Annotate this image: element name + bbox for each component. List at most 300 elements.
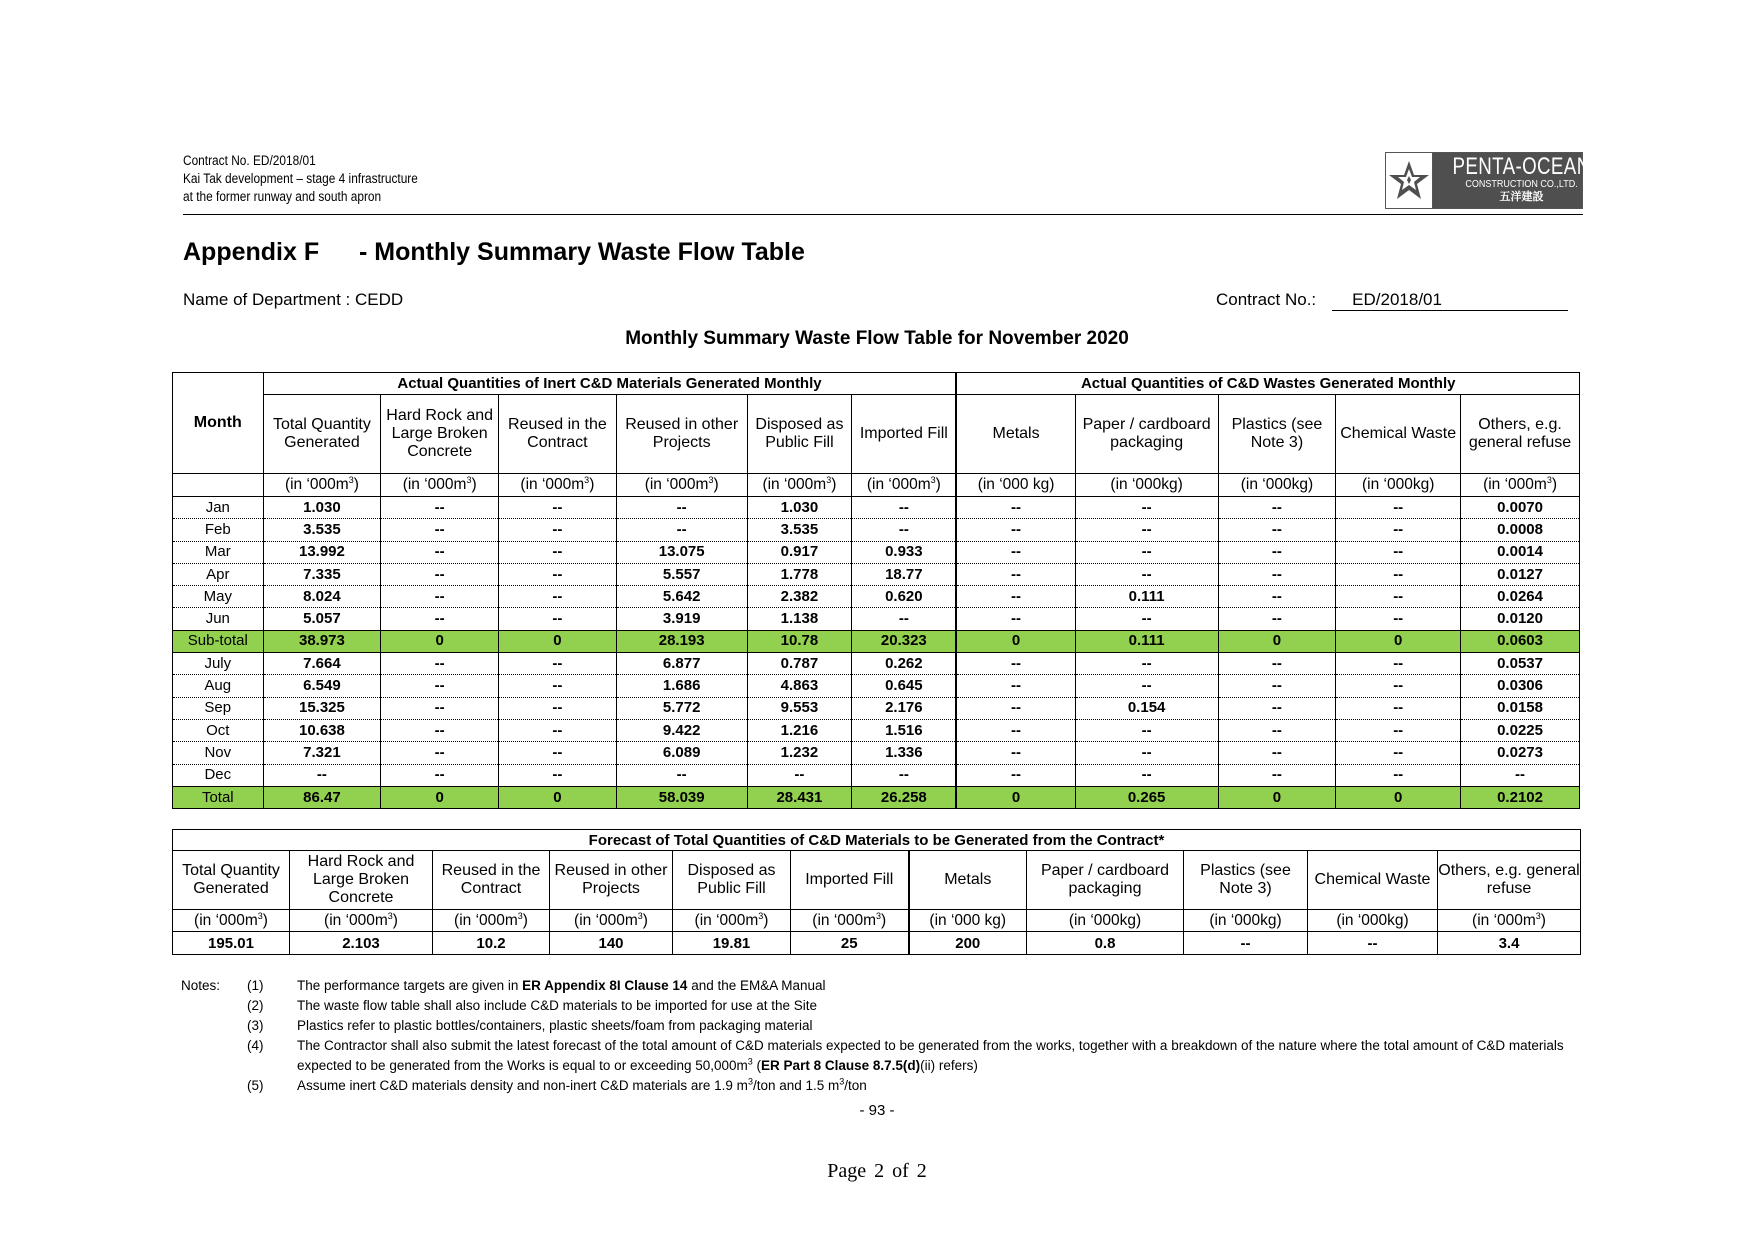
value-cell: -- [1075,519,1218,541]
note-text [297,1036,1581,1076]
value-cell: 13.075 [616,541,747,563]
note-number: (1) [247,978,264,993]
value-cell: -- [499,742,617,764]
notes-lead: Notes: [181,978,221,993]
value-cell: 0.111 [1075,630,1218,652]
unit-cell [1308,910,1438,932]
value-cell: -- [381,697,499,719]
value-cell: -- [1075,497,1218,519]
unit-close: ) [763,911,769,929]
unit-cell [791,910,909,932]
value-cell: 38.973 [263,630,381,652]
value-cell: -- [1218,586,1336,608]
value-cell: -- [1218,719,1336,741]
forecast-column-header: Metals [909,851,1027,910]
unit-text: (in ‘000m [644,476,709,493]
value-cell: -- [499,497,617,519]
table-row [173,586,1580,608]
table-row [173,764,1580,786]
table-row [173,497,1580,519]
month-header: Month [173,373,264,474]
value-cell: -- [499,653,617,675]
value-cell: -- [499,608,617,630]
note-item [181,976,1581,996]
column-header: Paper / cardboard packaging [1075,395,1218,474]
unit-cell [173,910,290,932]
value-cell: 6.549 [263,675,381,697]
month-cell: Sep [173,697,264,719]
value-cell: -- [381,653,499,675]
unit-text: (in ‘000kg) [1110,476,1183,493]
unit-text: (in ‘000m [454,911,518,929]
unit-text: (in ‘000kg) [1240,476,1314,493]
value-cell: 86.47 [263,786,381,808]
note-number: (3) [247,1018,264,1033]
value-cell: -- [499,519,617,541]
value-cell: 7.664 [263,653,381,675]
unit-close: ) [522,911,528,929]
note-text [297,996,1581,1016]
column-header: Reused in the Contract [499,395,617,474]
value-cell: 0 [381,786,499,808]
value-cell: -- [1075,742,1218,764]
unit-cell [290,910,433,932]
unit-cell [616,474,747,497]
unit-superscript: 3 [758,910,764,921]
column-header: Reused in other Projects [616,395,747,474]
forecast-value-cell: 0.8 [1027,932,1184,955]
value-cell: 5.557 [616,563,747,585]
value-cell: -- [1075,541,1218,563]
value-cell: 26.258 [852,786,957,808]
unit-cell [499,474,617,497]
value-cell: 0.0225 [1461,719,1580,741]
value-cell: 0.0603 [1461,630,1580,652]
value-cell: 0.0537 [1461,653,1580,675]
value-cell: 0.0127 [1461,563,1580,585]
note-text [297,1016,1581,1036]
value-cell: -- [381,497,499,519]
value-cell: 9.422 [616,719,747,741]
unit-cell [381,474,499,497]
value-cell: 28.193 [616,630,747,652]
unit-close: ) [1551,476,1557,493]
value-cell: 0 [499,630,617,652]
value-cell: -- [1218,697,1336,719]
unit-cell [747,474,852,497]
unit-cell [1075,474,1218,497]
value-cell: -- [1218,497,1336,519]
column-header: Others, e.g. general refuse [1461,395,1580,474]
unit-text: (in ‘000m [762,476,827,493]
value-cell: 0.0306 [1461,675,1580,697]
unit-close: ) [1540,911,1546,929]
month-cell: Total [173,786,264,808]
value-cell: -- [616,764,747,786]
column-header: Metals [956,395,1075,474]
value-cell: 0 [1336,786,1461,808]
summary-row [173,630,1580,652]
unit-text: (in ‘000m [694,911,759,929]
document-header [183,152,1591,215]
value-cell: -- [1336,719,1461,741]
value-cell: 6.877 [616,653,747,675]
value-cell: -- [852,519,957,541]
unit-superscript: 3 [930,474,936,485]
value-cell: 2.382 [747,586,852,608]
unit-close: ) [881,911,887,929]
note-item [181,996,1581,1016]
value-cell: 0.111 [1075,586,1218,608]
note-text-segment: /ton [844,1078,867,1093]
contract-value: ED/2018/01 [1332,290,1568,311]
month-cell: Aug [173,675,264,697]
notes-lead [181,1076,247,1096]
column-header: Total Quantity Generated [263,395,381,474]
value-cell: 28.431 [747,786,852,808]
unit-superscript: 3 [584,474,590,485]
value-cell: 3.535 [747,519,852,541]
value-cell: -- [1218,742,1336,764]
unit-cell [1438,910,1581,932]
note-item [181,1036,1581,1076]
value-cell: 1.030 [747,497,852,519]
unit-text: (in ‘000m [1483,476,1547,493]
month-cell: Jun [173,608,264,630]
unit-superscript: 3 [517,910,523,921]
value-cell: 0.787 [747,653,852,675]
note-number: (4) [247,1038,264,1053]
star-logo-icon [1386,153,1433,208]
unit-text: (in ‘000m [284,476,349,493]
notes-section [181,976,1581,1096]
unit-text: (in ‘000m [194,911,258,929]
forecast-column-header: Hard Rock and Large Broken Concrete [290,851,433,910]
table-row [173,541,1580,563]
unit-superscript: 3 [348,474,354,485]
column-header: Hard Rock and Large Broken Concrete [381,395,499,474]
value-cell: 3.535 [263,519,381,541]
month-cell: Mar [173,541,264,563]
forecast-column-header: Imported Fill [791,851,909,910]
summary-row [173,786,1580,808]
forecast-value-cell: 25 [791,932,909,955]
monthly-waste-flow-table [172,372,1580,809]
value-cell: -- [956,563,1075,585]
note-text [297,976,1581,996]
value-cell: -- [381,541,499,563]
unit-close: ) [831,476,837,493]
value-cell: 0.265 [1075,786,1218,808]
value-cell: 0.262 [852,653,957,675]
value-cell: 1.138 [747,608,852,630]
forecast-value-cell: 195.01 [173,932,290,955]
unit-cell [909,910,1027,932]
value-cell: -- [1336,764,1461,786]
value-cell: 7.335 [263,563,381,585]
unit-close: ) [353,476,359,493]
unit-cell [956,474,1075,497]
value-cell: 0.933 [852,541,957,563]
unit-close: ) [713,476,719,493]
value-cell: 4.863 [747,675,852,697]
note-text-segment: The performance targets are given in [297,978,523,993]
contract-label: Contract No.: [1216,290,1317,309]
value-cell: 0.0158 [1461,697,1580,719]
month-cell: Sub-total [173,630,264,652]
value-cell: -- [381,742,499,764]
value-cell: 1.778 [747,563,852,585]
value-cell: -- [381,675,499,697]
unit-superscript: 3 [387,910,393,921]
value-cell: -- [381,608,499,630]
value-cell: -- [956,497,1075,519]
table-title: Monthly Summary Waste Flow Table for November 2020 [625,328,1129,349]
note-text-segment: (ii) refers) [920,1058,978,1073]
value-cell: 0.154 [1075,697,1218,719]
notes-lead [181,996,247,1016]
table-row [173,653,1580,675]
value-cell: -- [1461,764,1580,786]
value-cell: 5.772 [616,697,747,719]
unit-cell [673,910,791,932]
value-cell: -- [1218,675,1336,697]
forecast-value-cell: 2.103 [290,932,433,955]
value-cell: 0 [1336,630,1461,652]
month-cell: Feb [173,519,264,541]
unit-cell [433,910,550,932]
value-cell: -- [499,697,617,719]
value-cell: -- [1336,541,1461,563]
appendix-label: Appendix F [183,238,320,266]
value-cell: -- [1336,586,1461,608]
value-cell: 1.336 [852,742,957,764]
value-cell: -- [499,563,617,585]
value-cell: -- [956,742,1075,764]
table-row [173,697,1580,719]
unit-text: (in ‘000m [520,476,585,493]
forecast-column-header: Reused in other Projects [550,851,673,910]
month-cell: Jan [173,497,264,519]
value-cell: 0.620 [852,586,957,608]
unit-superscript: 3 [1546,474,1552,485]
forecast-column-header: Paper / cardboard packaging [1027,851,1184,910]
value-cell: 0 [1218,630,1336,652]
table-row [173,608,1580,630]
forecast-column-header: Reused in the Contract [433,851,550,910]
value-cell: 0.2102 [1461,786,1580,808]
value-cell: 7.321 [263,742,381,764]
month-cell: May [173,586,264,608]
value-cell: -- [956,764,1075,786]
column-header: Disposed as Public Fill [747,395,852,474]
unit-text: (in ‘000kg) [1209,911,1282,929]
value-cell: -- [1336,697,1461,719]
value-cell: 8.024 [263,586,381,608]
forecast-column-header: Plastics (see Note 3) [1184,851,1308,910]
unit-close: ) [262,911,268,929]
logo-subtitle: CONSTRUCTION CO.,LTD. [1465,179,1578,190]
unit-cell [1218,474,1336,497]
forecast-value-cell: 10.2 [433,932,550,955]
unit-cell [852,474,957,497]
header-line: Contract No. ED/2018/01 [183,153,316,168]
value-cell: 0.0120 [1461,608,1580,630]
value-cell: -- [1218,519,1336,541]
note-text-segment: The waste flow table shall also include C&D materials to be imported for use at the Site [297,998,818,1013]
inert-materials-group-header: Actual Quantities of Inert C&D Materials Generated Monthly [263,373,956,395]
unit-cell [1336,474,1461,497]
unit-cell-empty [173,474,264,497]
unit-text: (in ‘000m [402,476,467,493]
month-cell: Nov [173,742,264,764]
value-cell: 0.0070 [1461,497,1580,519]
value-cell: -- [381,764,499,786]
unit-cell [550,910,673,932]
table-row [173,563,1580,585]
value-cell: 0 [499,786,617,808]
unit-text: (in ‘000kg) [1362,476,1435,493]
unit-close: ) [642,911,648,929]
table-row [173,719,1580,741]
header-line: Kai Tak development – stage 4 infrastructure [183,171,418,186]
unit-superscript: 3 [257,910,263,921]
page-number: - 93 - [859,1102,895,1119]
value-cell: -- [381,586,499,608]
unit-text: (in ‘000m [812,911,877,929]
value-cell: -- [1336,563,1461,585]
forecast-column-header: Total Quantity Generated [173,851,290,910]
unit-superscript: 3 [466,474,472,485]
value-cell: 1.216 [747,719,852,741]
value-cell: 15.325 [263,697,381,719]
note-text-segment: /ton and 1.5 m [752,1078,840,1093]
value-cell: 1.232 [747,742,852,764]
table-row [173,742,1580,764]
value-cell: -- [1218,541,1336,563]
value-cell: -- [1075,764,1218,786]
notes-lead [181,1036,247,1076]
value-cell: 58.039 [616,786,747,808]
forecast-value-cell: 19.81 [673,932,791,955]
value-cell: 0.0014 [1461,541,1580,563]
unit-close: ) [589,476,595,493]
value-cell: 5.642 [616,586,747,608]
unit-close: ) [392,911,398,929]
forecast-column-header: Disposed as Public Fill [673,851,791,910]
contract-header-text [183,152,1415,206]
value-cell: -- [1336,519,1461,541]
contract-number [1216,290,1568,311]
forecast-value-cell: 140 [550,932,673,955]
appendix-title: - Monthly Summary Waste Flow Table [359,238,805,266]
value-cell: -- [1218,764,1336,786]
month-cell: Oct [173,719,264,741]
value-cell: 0 [956,630,1075,652]
value-cell: -- [956,519,1075,541]
wastes-group-header: Actual Quantities of C&D Wastes Generated Monthly [956,373,1579,395]
value-cell: 1.686 [616,675,747,697]
value-cell: 20.323 [852,630,957,652]
value-cell: -- [1218,653,1336,675]
note-text-segment: ( [752,1058,762,1073]
month-cell: Apr [173,563,264,585]
value-cell: -- [263,764,381,786]
value-cell: -- [956,653,1075,675]
unit-cell [263,474,381,497]
unit-text: (in ‘000 kg) [977,476,1055,493]
unit-superscript: 3 [708,474,714,485]
value-cell: -- [1336,653,1461,675]
value-cell: -- [956,608,1075,630]
note-item [181,1076,1581,1096]
unit-text: (in ‘000 kg) [929,911,1007,929]
unit-text: (in ‘000m [324,911,388,929]
value-cell: -- [1218,563,1336,585]
notes-lead [181,1016,247,1036]
value-cell: -- [499,586,617,608]
value-cell: 0.645 [852,675,957,697]
value-cell: -- [1218,608,1336,630]
note-text [297,1076,1581,1096]
value-cell: -- [1075,719,1218,741]
forecast-value-cell: 3.4 [1438,932,1581,955]
month-cell: Dec [173,764,264,786]
value-cell: -- [1336,497,1461,519]
unit-text: (in ‘000m [574,911,638,929]
forecast-value-cell: 200 [909,932,1027,955]
table-row [173,519,1580,541]
note-bold-text: ER Part 8 Clause 8.7.5(d) [761,1058,921,1073]
value-cell: -- [616,519,747,541]
unit-superscript: 3 [1535,910,1541,921]
unit-cell [1461,474,1580,497]
value-cell: -- [381,563,499,585]
forecast-title: Forecast of Total Quantities of C&D Materials to be Generated from the Contract* [173,830,1581,851]
value-cell: 0.0273 [1461,742,1580,764]
value-cell: 0 [956,786,1075,808]
value-cell: 0 [1218,786,1336,808]
value-cell: -- [1336,742,1461,764]
value-cell: -- [747,764,852,786]
value-cell: 5.057 [263,608,381,630]
appendix-heading [183,238,805,267]
value-cell: -- [499,719,617,741]
note-number: (5) [247,1078,264,1093]
value-cell: -- [499,764,617,786]
value-cell: 6.089 [616,742,747,764]
value-cell: -- [956,675,1075,697]
company-logo [1385,152,1591,209]
unit-text: (in ‘000m [1472,911,1536,929]
logo-name: PENTA-OCEAN [1452,153,1591,180]
unit-superscript: 3 [637,910,643,921]
unit-cell [1184,910,1308,932]
note-superscript: 3 [747,1056,753,1067]
value-cell: 18.77 [852,563,957,585]
unit-cell [1027,910,1184,932]
unit-close: ) [935,476,941,493]
value-cell: -- [852,764,957,786]
note-text-segment: Plastics refer to plastic bottles/containers, plastic sheets/foam from packaging material [297,1018,813,1033]
value-cell: -- [1075,608,1218,630]
value-cell: -- [1075,653,1218,675]
department-name: Name of Department : CEDD [183,290,404,309]
column-header: Chemical Waste [1336,395,1461,474]
forecast-table [172,829,1581,955]
table-row [173,675,1580,697]
forecast-value-cell: -- [1308,932,1438,955]
